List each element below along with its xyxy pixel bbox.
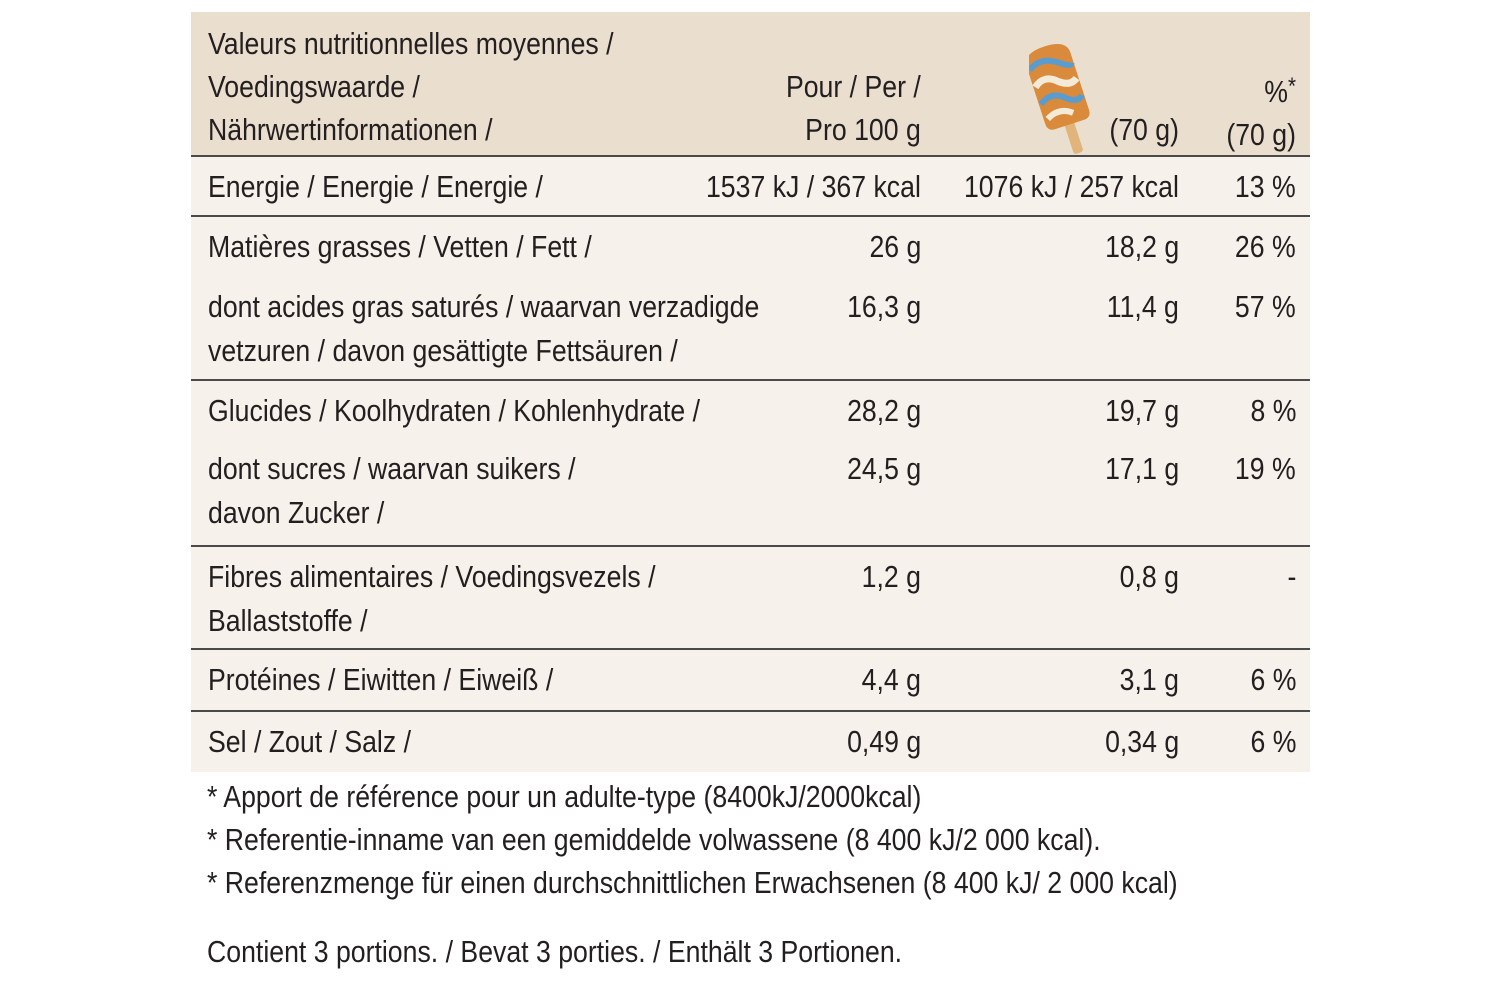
nutrition-table [191, 12, 1310, 772]
row-portion: 3,1 g [1119, 662, 1179, 697]
header-title [208, 22, 614, 151]
row-per100: 0,49 g [846, 724, 921, 759]
row-percent: 13 % [1235, 169, 1296, 204]
row-name [208, 447, 575, 535]
row-name-line: Fibres alimentaires / Voedingsvezels / [208, 559, 656, 594]
table-row [191, 650, 1310, 712]
footnote-de: * Referenzmenge für einen durchschnittlichen Erwachsenen (8 400 kJ/ 2 000 kcal) [207, 865, 1178, 900]
row-name: Sel / Zout / Salz / [208, 724, 412, 759]
table-row [191, 547, 1310, 650]
row-percent: 8 % [1250, 393, 1296, 428]
row-name-line: dont sucres / waarvan suikers / [208, 451, 576, 486]
header-title-line: Valeurs nutritionnelles moyennes / [208, 26, 614, 61]
row-per100: 1537 kJ / 367 kcal [706, 169, 921, 204]
row-per100: 1,2 g [861, 559, 921, 594]
header-per-line: Pro 100 g [805, 112, 921, 147]
row-name: Matières grasses / Vetten / Fett / [208, 229, 592, 264]
row-percent: - [1287, 559, 1296, 594]
percent-symbol: % [1264, 74, 1288, 109]
row-portion: 0,34 g [1104, 724, 1179, 759]
row-name: Energie / Energie / Energie / [208, 169, 543, 204]
row-percent: 6 % [1250, 724, 1296, 759]
header-title-line: Voedingswaarde / [208, 69, 420, 104]
row-name-line: Ballaststoffe / [208, 603, 368, 638]
table-row [191, 712, 1310, 772]
row-portion: 0,8 g [1119, 559, 1179, 594]
footnote-fr: * Apport de référence pour un adulte-type (8400kJ/2000kcal) [207, 779, 922, 814]
row-percent: 26 % [1235, 229, 1296, 264]
row-name [208, 555, 656, 643]
row-name-line: dont acides gras saturés / waarvan verzadigde [208, 289, 760, 324]
row-name [208, 285, 759, 373]
row-name-line: davon Zucker / [208, 495, 385, 530]
row-per100: 4,4 g [861, 662, 921, 697]
header-per-100g [786, 65, 921, 151]
header-percent [1226, 65, 1296, 156]
row-portion: 17,1 g [1104, 451, 1179, 486]
row-portion: 19,7 g [1104, 393, 1179, 428]
row-portion: 1076 kJ / 257 kcal [964, 169, 1179, 204]
table-body [191, 157, 1310, 772]
header-portion: (70 g) [1109, 112, 1179, 147]
row-name-line: vetzuren / davon gesättigte Fettsäuren / [208, 333, 678, 368]
table-row [191, 217, 1310, 381]
row-name: Protéines / Eiwitten / Eiweiß / [208, 662, 554, 697]
row-per100: 26 g [869, 229, 921, 264]
portions-note: Contient 3 portions. / Bevat 3 porties. / Enthält 3 Portionen. [207, 934, 903, 969]
header-percent-portion: (70 g) [1226, 117, 1296, 152]
popsicle-icon [1029, 40, 1091, 158]
row-percent: 57 % [1235, 289, 1296, 324]
row-name: Glucides / Koolhydraten / Kohlenhydrate / [208, 393, 701, 428]
table-row [191, 157, 1310, 217]
footnote-nl: * Referentie-inname van een gemiddelde volwassene (8 400 kJ/2 000 kcal). [207, 822, 1101, 857]
table-header [191, 12, 1310, 157]
header-title-line: Nährwertinformationen / [208, 112, 493, 147]
row-percent: 6 % [1250, 662, 1296, 697]
row-percent: 19 % [1235, 451, 1296, 486]
row-per100: 28,2 g [846, 393, 921, 428]
percent-asterisk: * [1287, 73, 1296, 100]
table-row [191, 381, 1310, 547]
row-per100: 16,3 g [846, 289, 921, 324]
header-per-line: Pour / Per / [786, 69, 921, 104]
row-portion: 11,4 g [1106, 289, 1179, 324]
row-portion: 18,2 g [1104, 229, 1179, 264]
row-per100: 24,5 g [846, 451, 921, 486]
